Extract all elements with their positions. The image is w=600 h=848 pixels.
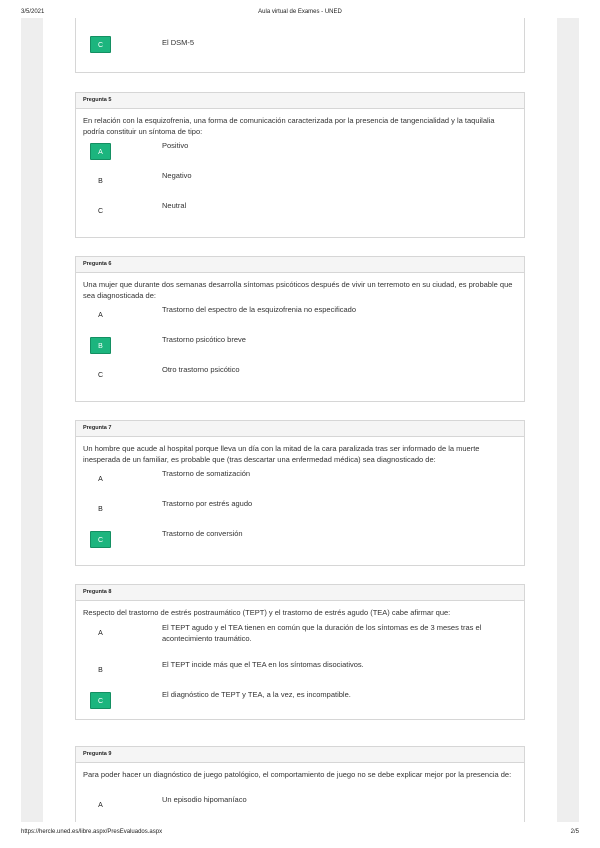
question-label: Pregunta 8 — [76, 585, 524, 601]
question-card-5 — [75, 92, 525, 238]
question-card-prev — [75, 18, 525, 73]
question-label: Pregunta 5 — [76, 93, 524, 109]
option-text: Trastorno por estrés agudo — [162, 499, 253, 508]
print-date: 3/5/2021 — [21, 9, 45, 15]
option-text: Trastorno de somatización — [162, 469, 251, 478]
option-badge[interactable]: C — [97, 372, 104, 379]
option-badge[interactable]: C — [90, 531, 111, 548]
option-text: El DSM-5 — [162, 38, 195, 47]
option-badge[interactable]: B — [90, 337, 111, 354]
question-label: Pregunta 7 — [76, 421, 524, 437]
option-badge[interactable]: A — [98, 476, 103, 483]
question-card-7 — [75, 420, 525, 566]
option-badge[interactable]: A — [98, 312, 103, 319]
option-badge[interactable]: B — [98, 506, 103, 513]
print-title: Aula virtual de Exames - UNED — [258, 9, 342, 15]
option-badge[interactable]: B — [98, 667, 103, 674]
question-text: Para poder hacer un diagnóstico de juego patológico, el comportamiento de juego no se debe explicar mejor por la presencia de: — [83, 770, 512, 779]
option-badge[interactable]: A — [90, 143, 111, 160]
print-url: https://hercle.uned.es/libre.aspx/PresEvaluados.aspx — [21, 829, 163, 835]
option-badge[interactable]: C — [97, 208, 104, 215]
option-text: Neutral — [162, 201, 187, 210]
option-text: Positivo — [162, 141, 189, 150]
option-text: Negativo — [162, 171, 192, 180]
right-margin-band — [557, 18, 579, 822]
question-card-9 — [75, 746, 525, 822]
question-label: Pregunta 6 — [76, 257, 524, 273]
option-badge[interactable]: A — [98, 802, 103, 809]
option-badge[interactable]: A — [98, 630, 103, 637]
option-text: El TEPT incide más que el TEA en los síntomas disociativos. — [162, 660, 364, 669]
question-text: Respecto del trastorno de estrés postraumático (TEPT) y el trastorno de estrés agudo (TEA) cabe afirmar que: — [83, 608, 451, 617]
option-badge[interactable]: C — [90, 692, 111, 709]
option-text: Trastorno del espectro de la esquizofrenia no especificado — [162, 305, 357, 314]
question-label: Pregunta 9 — [76, 747, 524, 763]
question-text: Una mujer que durante dos semanas desarrolla síntomas psicóticos después de vivir un terremoto en su ciudad, es probable que sea diagnosticada de: — [83, 280, 513, 300]
option-badge[interactable]: C — [90, 36, 111, 53]
option-text: Trastorno psicótico breve — [162, 335, 246, 344]
option-badge[interactable]: B — [98, 178, 103, 185]
option-text: El diagnóstico de TEPT y TEA, a la vez, es incompatible. — [162, 690, 351, 699]
left-margin-band — [21, 18, 43, 822]
option-text: El TEPT agudo y el TEA tienen en común que la duración de los síntomas es de 3 meses tras el acontecimiento traumático. — [162, 623, 482, 643]
question-text: En relación con la esquizofrenia, una forma de comunicación caracterizada por la presencia de tangencialidad y la taquilalia podría constituir un síntoma de tipo: — [83, 116, 495, 136]
option-text: Trastorno de conversión — [162, 529, 243, 538]
option-text: Un episodio hipomaníaco — [162, 795, 247, 804]
question-text: Un hombre que acude al hospital porque lleva un día con la mitad de la cara paralizada tras ser informado de la muerte inesperada de un familiar, es probable que (tras descartar una enfermedad médica) sea diagnosticado de: — [83, 444, 480, 464]
page-number: 2/5 — [570, 829, 579, 835]
question-card-6 — [75, 256, 525, 402]
question-card-8 — [75, 584, 525, 720]
option-text: Otro trastorno psicótico — [162, 365, 240, 374]
